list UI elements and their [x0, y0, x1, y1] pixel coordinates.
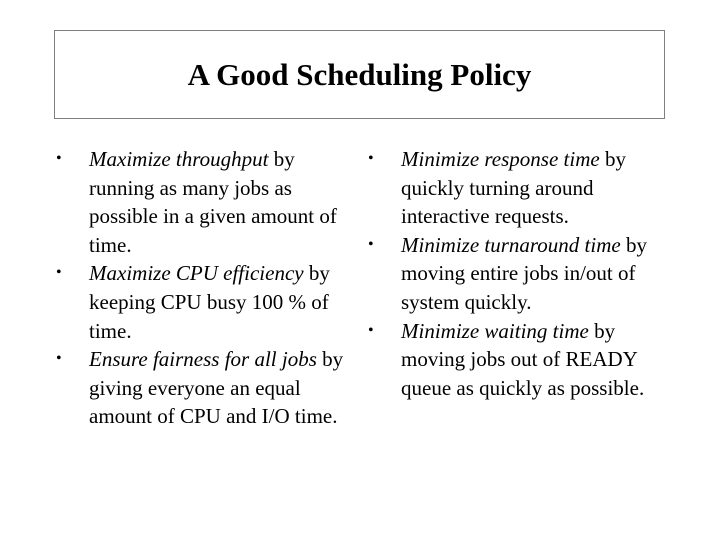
bullet-icon: • — [56, 264, 62, 282]
bullet-item-turnaround-time — [366, 231, 666, 317]
bullet-emphasis: Maximize CPU efficiency — [89, 261, 304, 286]
slide-title: A Good Scheduling Policy — [187, 57, 532, 92]
bullet-text: by keeping CPU busy 100 % of time. — [89, 261, 330, 343]
bullet-emphasis: Minimize turnaround time — [401, 232, 621, 257]
title-box — [54, 30, 665, 119]
right-column-list — [366, 145, 666, 402]
bullet-icon: • — [368, 235, 374, 253]
bullet-emphasis: Minimize waiting time — [401, 318, 589, 343]
bullet-item-cpu-efficiency — [54, 259, 359, 345]
bullet-icon: • — [56, 350, 62, 368]
bullet-item-response-time — [366, 145, 666, 231]
bullet-icon: • — [368, 150, 374, 167]
bullet-icon: • — [56, 150, 62, 167]
bullet-item-fairness — [54, 345, 359, 431]
bullet-icon: • — [368, 321, 374, 339]
bullet-text: by moving entire jobs in/out of system quickly. — [401, 232, 647, 314]
bullet-text: by quickly turning around interactive requests. — [401, 147, 626, 229]
left-column-list — [54, 145, 359, 431]
bullet-text: by giving everyone an equal amount of CPU and I/O time. — [89, 347, 344, 429]
bullet-emphasis: Maximize throughput — [89, 147, 269, 171]
bullet-text: by running as many jobs as possible in a given amount of time. — [89, 147, 337, 257]
bullet-item-waiting-time — [366, 317, 666, 403]
bullet-emphasis: Minimize response time — [401, 147, 600, 171]
bullet-text: by moving jobs out of READY queue as quickly as possible. — [401, 318, 645, 400]
bullet-emphasis: Ensure fairness for all jobs — [89, 347, 317, 372]
bullet-item-throughput — [54, 145, 359, 259]
